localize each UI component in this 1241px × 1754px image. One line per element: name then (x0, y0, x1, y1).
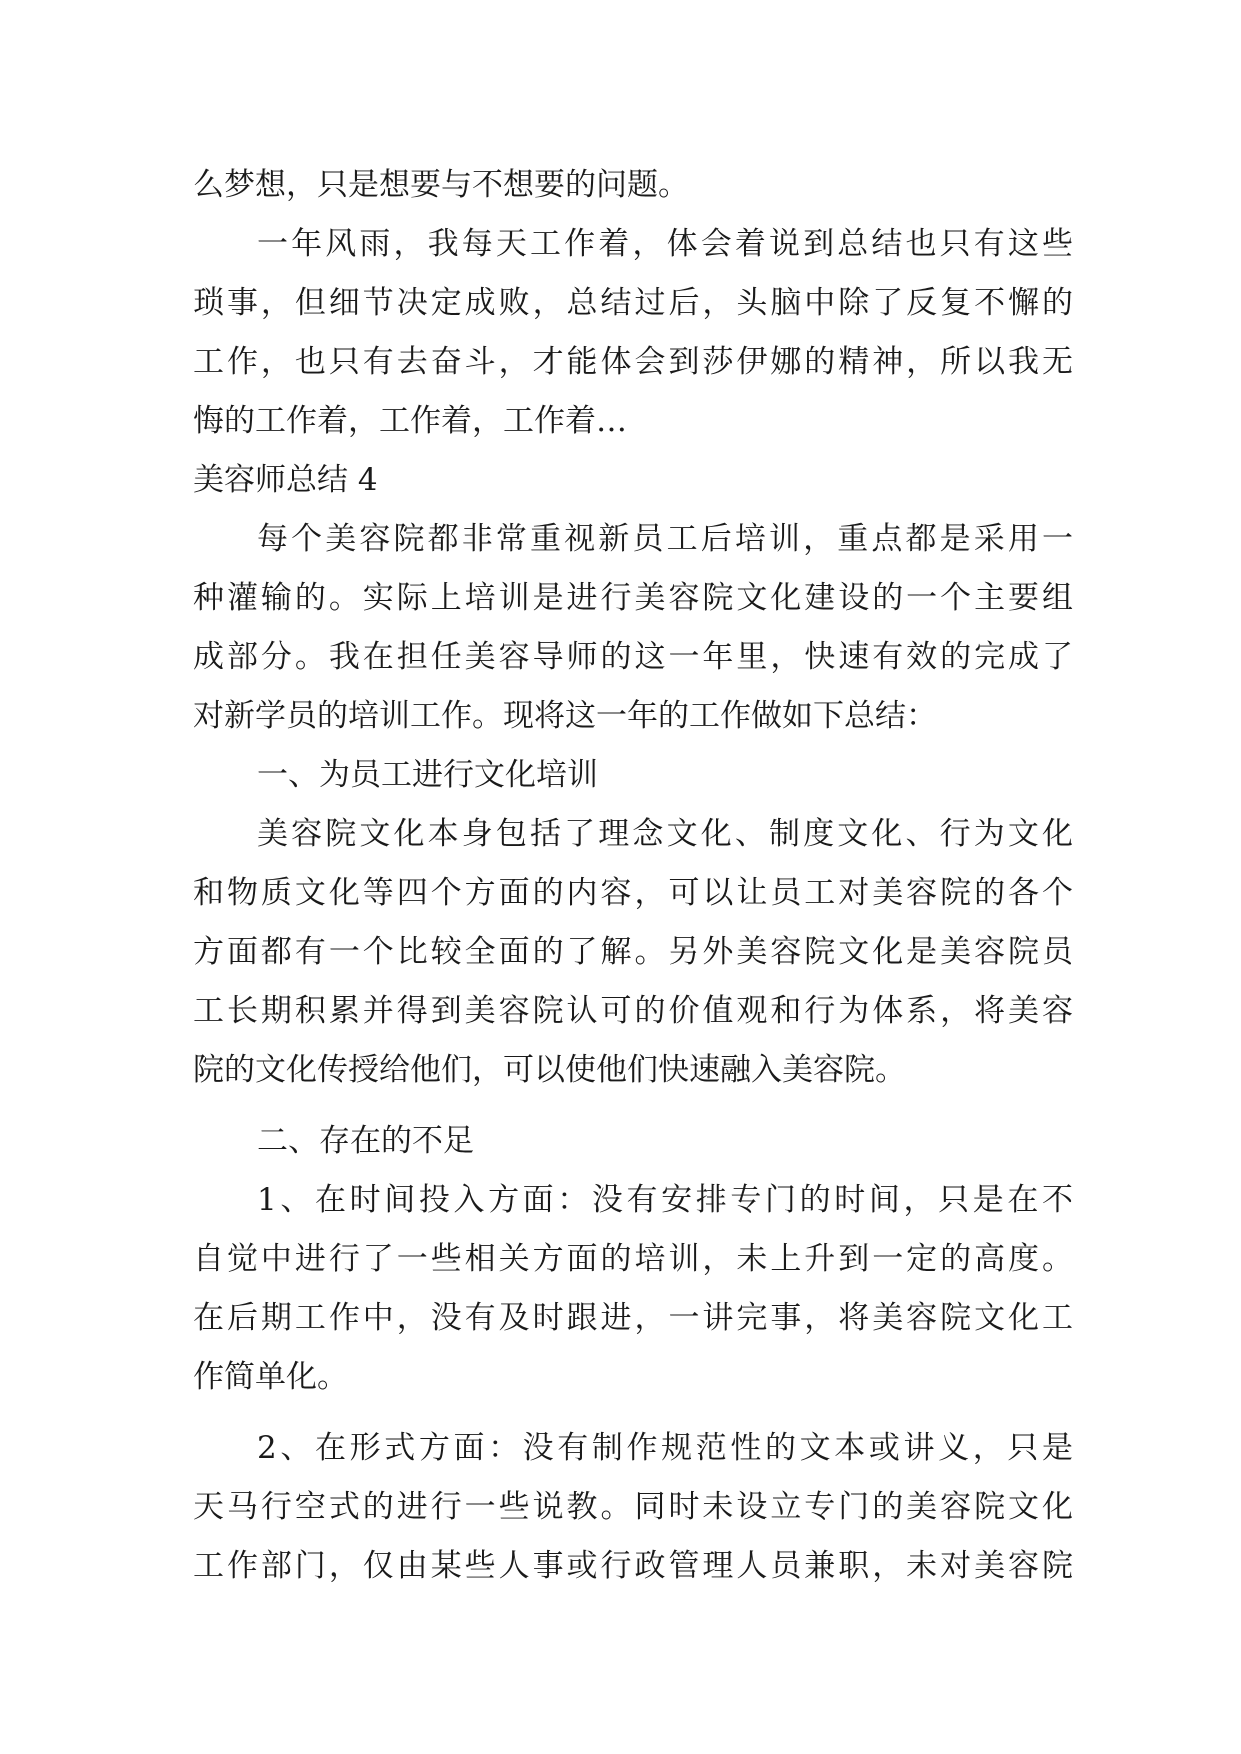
text-line: 和物质文化等四个方面的内容，可以让员工对美容院的各个 (193, 875, 1073, 911)
text-line: 美容院文化本身包括了理念文化、制度文化、行为文化 (257, 816, 1073, 852)
text-line: 琐事，但细节决定成败，总结过后，头脑中除了反复不懈的 (193, 285, 1073, 321)
text-line: 方面都有一个比较全面的了解。另外美容院文化是美容院员 (193, 934, 1073, 970)
text-line: 对新学员的培训工作。现将这一年的工作做如下总结： (193, 698, 937, 734)
text-line: 么梦想，只是想要与不想要的问题。 (193, 167, 689, 203)
text-line: 一年风雨，我每天工作着，体会着说到总结也只有这些 (257, 226, 1073, 262)
text-line: 1、在时间投入方面：没有安排专门的时间，只是在不 (257, 1182, 1073, 1218)
document-body (193, 156, 1073, 1596)
text-line: 2、在形式方面：没有制作规范性的文本或讲义，只是 (257, 1430, 1073, 1466)
text-line: 工长期积累并得到美容院认可的价值观和行为体系，将美容 (193, 993, 1073, 1029)
text-line: 自觉中进行了一些相关方面的培训，未上升到一定的高度。 (193, 1241, 1073, 1277)
text-line: 每个美容院都非常重视新员工后培训，重点都是采用一 (257, 521, 1073, 557)
text-line: 作简单化。 (193, 1359, 348, 1395)
text-line: 天马行空式的进行一些说教。同时未设立专门的美容院文化 (193, 1489, 1073, 1525)
text-line: 种灌输的。实际上培训是进行美容院文化建设的一个主要组 (193, 580, 1073, 616)
text-line: 美容师总结 4 (193, 462, 378, 498)
text-line: 二、存在的不足 (257, 1123, 474, 1159)
text-line: 院的文化传授给他们，可以使他们快速融入美容院。 (193, 1052, 906, 1088)
text-line: 工作部门，仅由某些人事或行政管理人员兼职，未对美容院 (193, 1548, 1073, 1584)
text-line: 一、为员工进行文化培训 (257, 757, 598, 793)
text-line: 成部分。我在担任美容导师的这一年里，快速有效的完成了 (193, 639, 1073, 675)
text-line: 悔的工作着，工作着，工作着… (193, 403, 627, 439)
text-line: 在后期工作中，没有及时跟进，一讲完事，将美容院文化工 (193, 1300, 1073, 1336)
text-line: 工作，也只有去奋斗，才能体会到莎伊娜的精神，所以我无 (193, 344, 1073, 380)
